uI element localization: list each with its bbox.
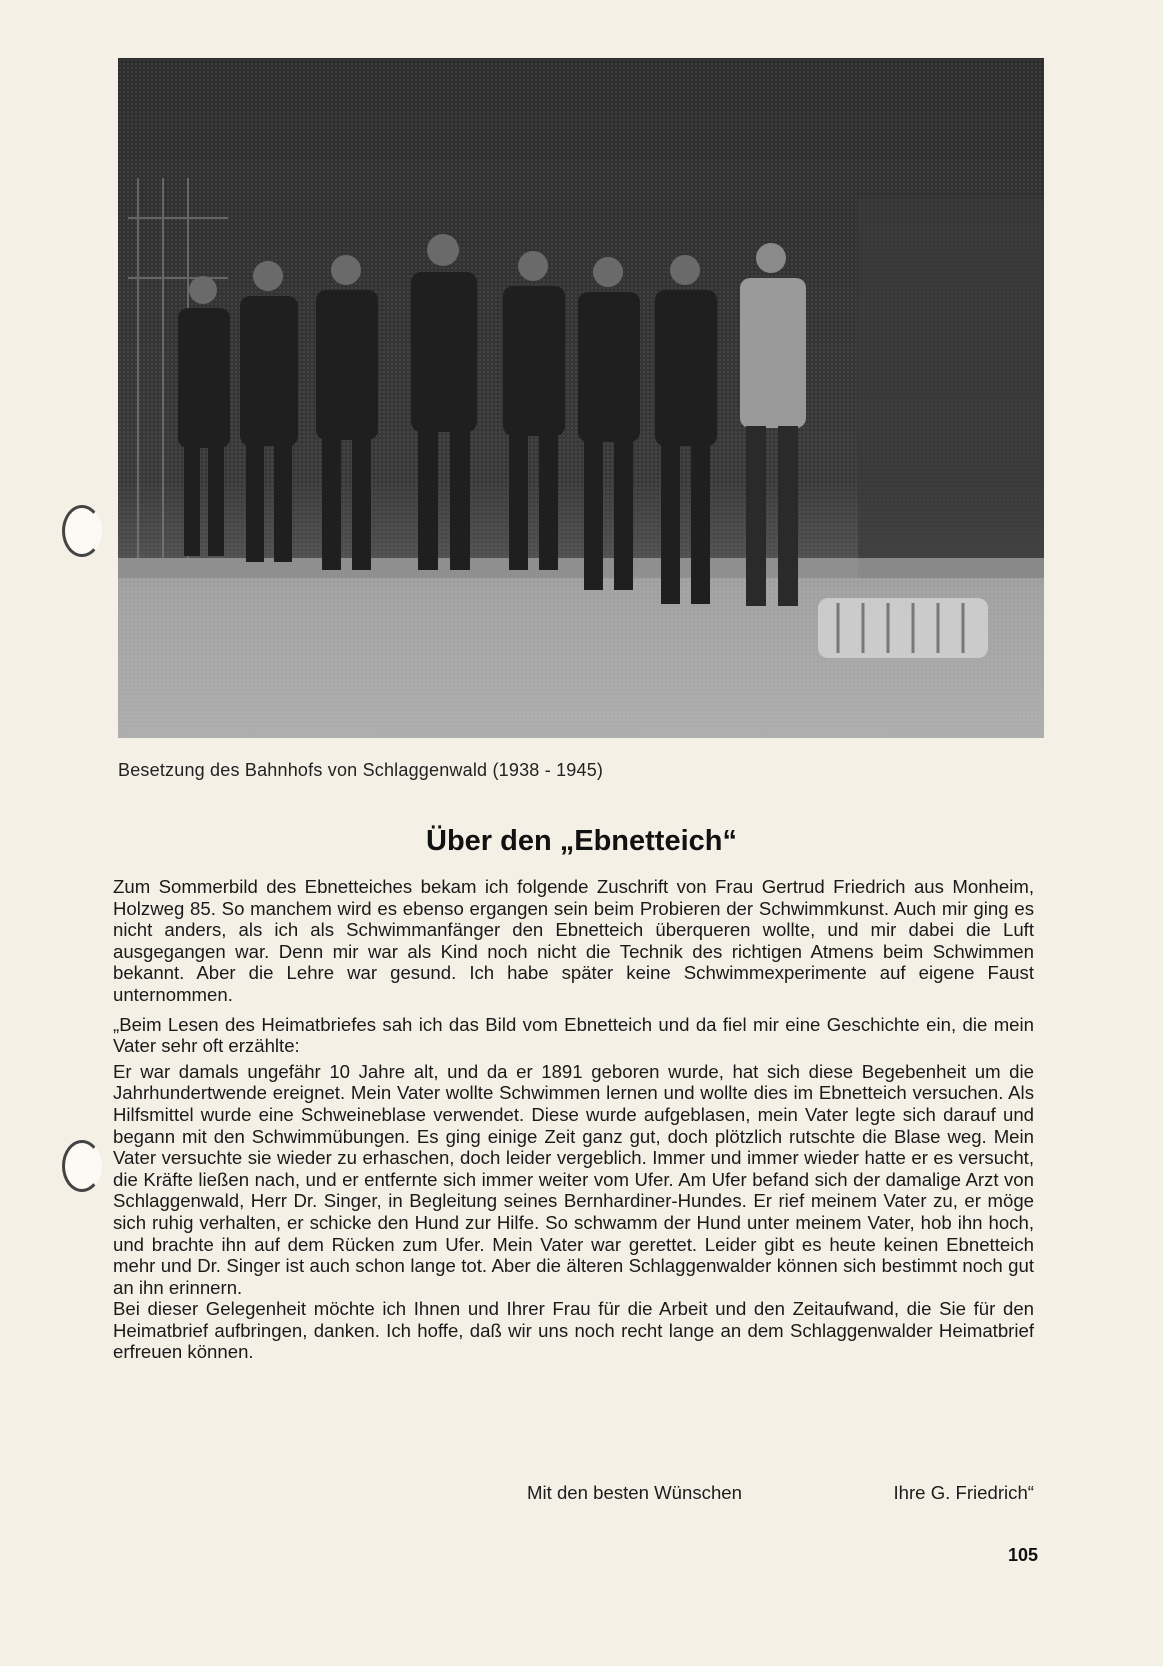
letter-closing bbox=[527, 1482, 1034, 1504]
article-title: Über den „Ebnetteich“ bbox=[426, 825, 737, 857]
paragraph: Bei dieser Gelegenheit möchte ich Ihnen und Ihrer Frau für die Arbeit und den Zeitaufwand, die Sie für den Heimatbrief aufbringen, danken. Ich hoffe, daß wir uns noch recht lange an dem Schlaggenwalder Heimatbrief erfreuen können. bbox=[113, 1298, 1034, 1363]
punch-hole bbox=[62, 1140, 102, 1192]
paragraph: Er war damals ungefähr 10 Jahre alt, und da er 1891 geboren wurde, hat sich diese Begebenheit um die Jahrhundertwende ereignet. Mein Vater wollte Schwimmen lernen und wollte dies im Ebnetteich versuchen. Als Hilfsmittel wurde eine Schweineblase verwendet. Diese wurde aufgeblasen, mein Vater legte sich darauf und begann mit den Schwimmübungen. Es ging einige Zeit ganz gut, doch plötzlich rutschte die Blase weg. Mein Vater versuchte sie wieder zu erhaschen, doch leider vergeblich. Immer und immer wieder hatte er es versucht, die Kräfte ließen nach, und er entfernte sich immer weiter vom Ufer. Am Ufer befand sich der damalige Arzt von Schlaggenwald, Herr Dr. Singer, in Begleitung seines Bernhardiner-Hundes. Er rief meinem Vater zu, er möge sich ruhig verhalten, er schicke den Hund zur Hilfe. So schwamm der Hund unter meinem Vater, hob ihn hoch, und brachte ihn auf dem Rücken zum Ufer. Mein Vater war gerettet. Leider gibt es heute keinen Ebnetteich mehr und Dr. Singer ist auch schon lange tot. Aber die älteren Schlaggenwalder können sich bestimmt noch gut an ihn erinnern. bbox=[113, 1060, 1034, 1298]
page-number: 105 bbox=[1008, 1545, 1039, 1565]
photo-caption: Besetzung des Bahnhofs von Schlaggenwald (1938 - 1945) bbox=[118, 760, 604, 780]
article-body bbox=[113, 876, 1034, 1363]
photo-illustration bbox=[118, 58, 1044, 738]
closing-phrase: Mit den besten Wünschen bbox=[527, 1482, 742, 1503]
signature: Ihre G. Friedrich“ bbox=[893, 1482, 1034, 1503]
historic-group-photo bbox=[118, 58, 1044, 738]
punch-hole bbox=[62, 505, 102, 557]
paragraph: Zum Sommerbild des Ebnetteiches bekam ich folgende Zuschrift von Frau Gertrud Friedrich aus Monheim, Holzweg 85. So manchem wird es ebenso ergangen sein beim Probieren der Schwimmkunst. Auch mir ging es nicht anders, als ich als Schwimmanfänger den Ebnetteich überqueren wollte, und mir dabei die Luft ausgegangen war. Denn mir war als Kind noch nicht die Technik des richtigen Atmens beim Schwimmen bekannt. Aber die Lehre war gesund. Ich habe später keine Schwimmexperimente auf eigene Faust unternommen. bbox=[113, 876, 1034, 1005]
paragraph: „Beim Lesen des Heimatbriefes sah ich das Bild vom Ebnetteich und da fiel mir eine Geschichte ein, die mein Vater sehr oft erzählte: bbox=[113, 1013, 1034, 1057]
